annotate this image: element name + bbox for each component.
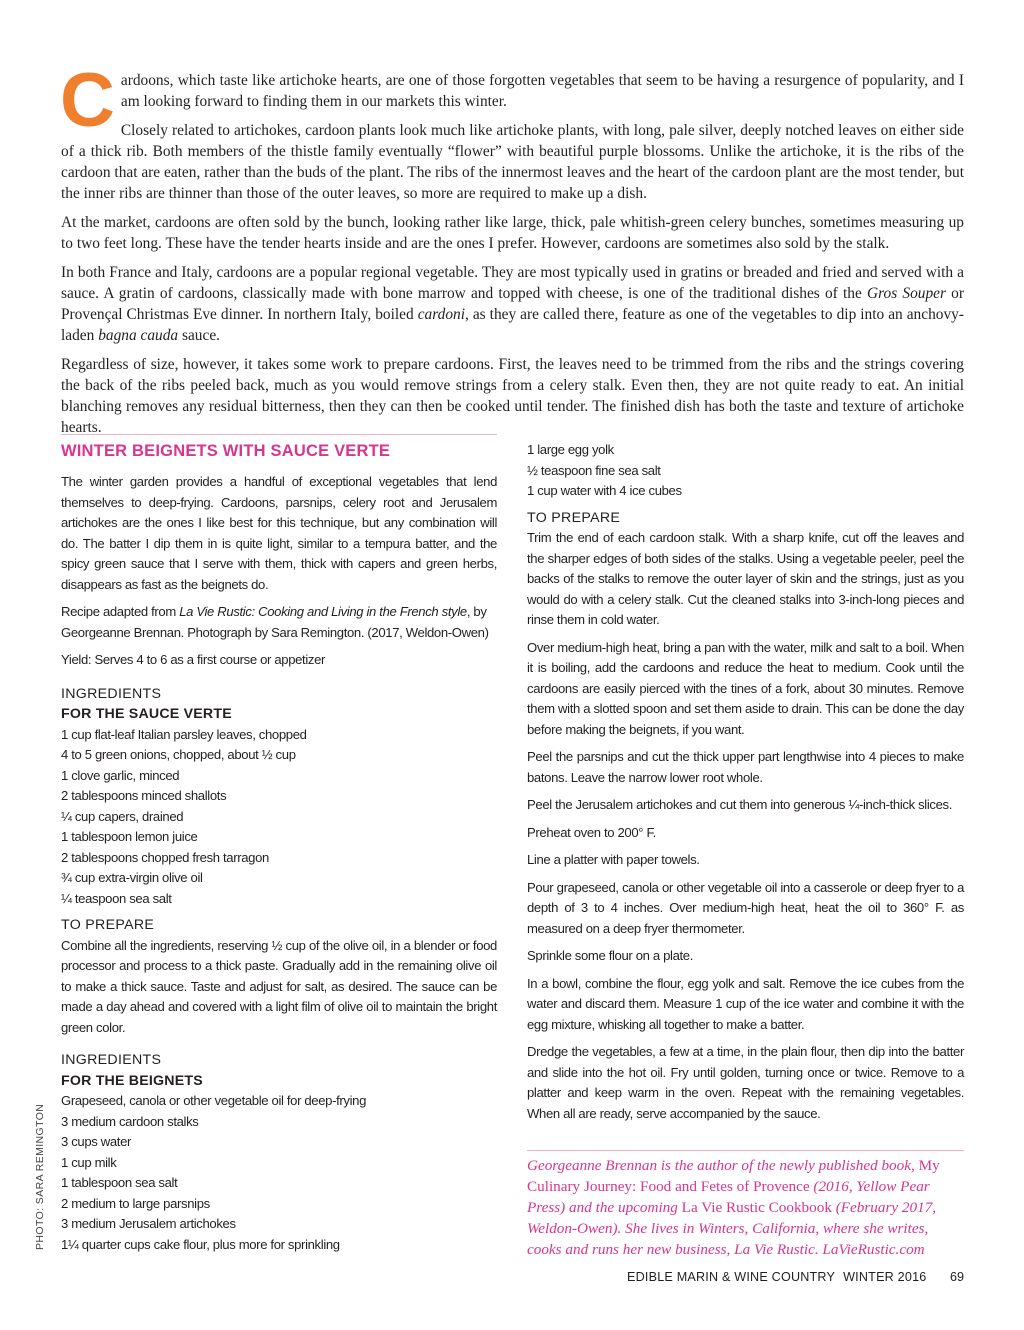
ingredient-item: 3 cups water bbox=[61, 1134, 132, 1149]
ingredient-item: ¾ cup extra-virgin olive oil bbox=[61, 870, 203, 885]
recipe-step: Pour grapeseed, canola or other vegetable oil into a casserole or deep fryer to a depth of 3 to 4 inches. Over medium-high heat, heat the oil to 360° F. as measured on a deep fryer thermometer. bbox=[527, 879, 964, 936]
bio-rule bbox=[527, 1150, 964, 1151]
recipe-right-column bbox=[527, 440, 964, 1131]
intro-paragraph-3: At the market, cardoons are often sold by the bunch, looking rather like large, thick, pale whitish-green celery bunches, sometimes measuring up to two feet long. These have the tender hearts inside and are the ones I prefer. However, cardoons are sometimes also sold by the stalk. bbox=[61, 214, 964, 252]
sauce-ingredients-list bbox=[61, 725, 497, 910]
ingredient-item: 2 medium to large parsnips bbox=[61, 1195, 210, 1211]
ingredient-item: 1 cup flat-leaf Italian parsley leaves, chopped bbox=[61, 726, 307, 742]
recipe-step: Peel the parsnips and cut the thick upper part lengthwise into 4 pieces to make batons. Leave the narrow lower root whole. bbox=[527, 749, 964, 785]
recipe-step: Preheat oven to 200° F. bbox=[527, 824, 656, 840]
issue-label: WINTER 2016 bbox=[843, 1270, 927, 1284]
prepare-label-beignets: TO PREPARE bbox=[527, 509, 621, 526]
beignets-heading: FOR THE BEIGNETS bbox=[61, 1072, 203, 1089]
ingredient-item: ¼ teaspoon sea salt bbox=[61, 890, 172, 906]
intro-article bbox=[60, 58, 965, 446]
ingredient-item: ½ teaspoon fine sea salt bbox=[527, 462, 661, 478]
ingredient-item: 1¼ quarter cups cake flour, plus more for sprinkling bbox=[61, 1236, 340, 1252]
ingredient-item: 2 tablespoons minced shallots bbox=[61, 788, 227, 803]
beignet-steps bbox=[527, 528, 964, 1124]
ingredients-label-sauce: INGREDIENTS bbox=[61, 685, 162, 702]
intro-paragraph-2: Closely related to artichokes, cardoon plants look much like artichoke plants, with long, pale silver, deeply notched leaves on either side of a thick rib. Both members of the thistle family eventually “flower” with beautiful purple blossoms. Unlike the artichoke, it is the ribs of the cardoon that are eaten, rather than the buds of the plant. The ribs of the innermost leaves and the heart of the cardoon plant are the most tender, but the inner ribs are thinner than those of the outer leaves, so more are required to make up a dish. bbox=[61, 122, 964, 202]
ingredient-item: 1 clove garlic, minced bbox=[61, 767, 180, 783]
page-number: 69 bbox=[950, 1270, 965, 1284]
page-footer bbox=[627, 1270, 934, 1284]
ingredient-item: 4 to 5 green onions, chopped, about ½ cup bbox=[61, 747, 296, 762]
ingredient-item: 1 large egg yolk bbox=[527, 442, 614, 457]
sauce-prepare-text: Combine all the ingredients, reserving ½ cup of the olive oil, in a blender or food processor and process to a thick paste. Gradually add in the remaining olive oil to make a thick sauce. Taste and adjust for salt, as desired. The sauce can be made a day ahead and covered with a light film of olive oil to maintain the bright green color. bbox=[61, 937, 497, 1035]
recipe-left-column bbox=[61, 440, 497, 1261]
ingredient-item: 1 tablespoon sea salt bbox=[61, 1175, 178, 1190]
ingredient-item: 1 tablespoon lemon juice bbox=[61, 829, 198, 844]
recipe-yield: Yield: Serves 4 to 6 as a first course or appetizer bbox=[61, 652, 326, 667]
recipe-step: Trim the end of each cardoon stalk. With a sharp knife, cut off the leaves and the sharper edges of both sides of the stalks. Using a vegetable peeler, peel the backs of the stalks to remove the outer layer of skin and the strings, just as you would do with a celery stalk. Cut the cleaned stalks into 3-inch-long pieces and rinse them in cold water. bbox=[527, 530, 964, 627]
recipe-step: Dredge the vegetables, a few at a time, in the plain flour, then dip into the batter and slide into the hot oil. Fry until golden, turning once or twice. Remove to a platter and keep warm in the oven. Repeat with the remaining vegetables. When all are ready, serve accompanied by the sauce. bbox=[527, 1044, 964, 1121]
ingredient-item: Grapeseed, canola or other vegetable oil for deep-frying bbox=[61, 1093, 367, 1108]
drop-cap: C bbox=[60, 58, 115, 143]
photo-credit: PHOTO: SARA REMINGTON bbox=[34, 1103, 46, 1250]
ingredient-item: 1 cup water with 4 ice cubes bbox=[527, 483, 682, 498]
recipe-step: In a bowl, combine the flour, egg yolk and salt. Remove the ice cubes from the water and discard them. Measure 1 cup of the ice water and combine it with the egg mixture, whisking all together to make a batter. bbox=[527, 975, 964, 1032]
publication-name: EDIBLE MARIN & WINE COUNTRY bbox=[627, 1270, 836, 1284]
ingredient-item: 2 tablespoons chopped fresh tarragon bbox=[61, 849, 269, 865]
ingredient-item: 1 cup milk bbox=[61, 1154, 117, 1170]
ingredient-item: ¼ cup capers, drained bbox=[61, 808, 184, 824]
ingredient-item: 3 medium cardoon stalks bbox=[61, 1113, 199, 1129]
beignet-ingredients-list-continued bbox=[527, 440, 964, 502]
left-column-rule bbox=[61, 434, 497, 435]
beignet-ingredients-list bbox=[61, 1091, 497, 1255]
sauce-heading: FOR THE SAUCE VERTE bbox=[61, 706, 232, 722]
intro-paragraph-5: Regardless of size, however, it takes some work to prepare cardoons. First, the leaves need to be trimmed from the ribs and the strings covering the back of the ribs peeled back, much as you would remove strings from a celery stalk. Even then, they are not quite ready to eat. An initial blanching removes any residual bitterness, then they can then be cooked until tender. The finished dish has both the taste and texture of artichoke hearts. bbox=[61, 356, 964, 436]
ingredients-label-beignets: INGREDIENTS bbox=[61, 1052, 162, 1068]
recipe-step: Over medium-high heat, bring a pan with the water, milk and salt to a boil. When it is boiling, add the cardoons and reduce the heat to medium. Cook until the cardoons are easily pierced with the tines of a fork, about 30 minutes. Remove them with a slotted spoon and set them aside to drain. This can be done the day before making the beignets, if you want. bbox=[527, 639, 964, 737]
recipe-description: The winter garden provides a handful of exceptional vegetables that lend themselves to deep-frying. Cardoons, parsnips, celery root and Jerusalem artichokes are the ones I like best for this technique, but any combination will do. The batter I dip them in is quite light, similar to a tempura batter, and the spicy green sauce that I serve with them, thick with capers and green herbs, disappears as fast as the beignets do. bbox=[61, 474, 497, 592]
prepare-label-sauce: TO PREPARE bbox=[61, 917, 155, 933]
intro-paragraph-4: In both France and Italy, cardoons are a popular regional vegetable. They are most typically used in gratins or breaded and fried and served with a sauce. A gratin of cardoons, classically made with bone marrow and topped with cheese, is one of the traditional dishes of the Gros Souper or Provençal Christmas Eve dinner. In northern Italy, boiled cardoni, as they are called there, feature as one of the vegetables to dip into an anchovy-laden bagna cauda sauce. bbox=[61, 264, 965, 344]
recipe-step: Peel the Jerusalem artichokes and cut them into generous ¼-inch-thick slices. bbox=[527, 797, 953, 812]
recipe-step: Line a platter with paper towels. bbox=[527, 852, 700, 867]
intro-paragraph-1: Cardoons, which taste like artichoke hearts, are one of those forgotten vegetables that seem to be having a resurgence of popularity, and I am looking forward to finding them in our markets this winter. bbox=[60, 58, 964, 143]
recipe-title: WINTER BEIGNETS WITH SAUCE VERTE bbox=[61, 442, 391, 460]
recipe-source: Recipe adapted from La Vie Rustic: Cooking and Living in the French style, by Georgeanne Brennan. Photograph by Sara Remington. (2017, Weldon-Owen) bbox=[61, 604, 489, 640]
author-bio: Georgeanne Brennan is the author of the newly published book, My Culinary Journey: Food and Fetes of Provence (2016, Yellow Pear Press) and the upcoming La Vie Rustic Cookbook (February 2017, Weldon-Owen). She lives in Winters, California, where she writes, cooks and runs her new business, La Vie Rustic. LaVieRustic.com bbox=[527, 1157, 940, 1258]
ingredient-item: 3 medium Jerusalem artichokes bbox=[61, 1216, 236, 1231]
recipe-step: Sprinkle some flour on a plate. bbox=[527, 948, 694, 963]
